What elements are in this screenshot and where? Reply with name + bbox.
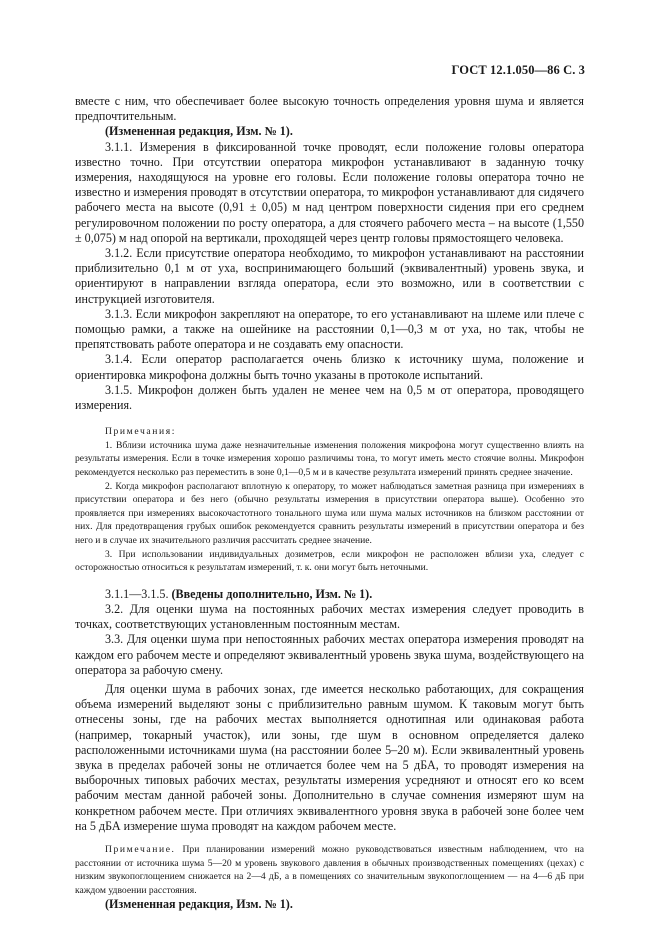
amendment-note-2: (Измененная редакция, Изм. № 1). xyxy=(105,897,293,912)
clause-3-3: 3.3. Для оценки шума при непостоянных рабочих местах оператора измерения проводят на каждом его рабочем месте и определяют эквивалентный уровень звука шума, воздействующего на оператора за рабочую смену. xyxy=(75,632,584,677)
clause-3-2: 3.2. Для оценки шума на постоянных рабочих местах измерения следует проводить в точках, соответствующих установленным постоянным местам. xyxy=(75,602,584,632)
note-1: 1. Вблизи источника шума даже незначительные изменения положения микрофона могут существенно влиять на результаты измерения. Если в точке измерения хорошо различимы тона, то могут иметь место стоячие волны. Микрофон рекомендуется несколько раз переместить в зоне 0,1—0,5 м и в качестве результата измерений принять среднее значение. xyxy=(75,439,584,479)
work-zones-paragraph: Для оценки шума в рабочих зонах, где имеется несколько работающих, для сокращения объема измерений выделяют зоны с приблизительно равным шумом. К таковым могут быть отнесены зоны, где на рабочих местах выполняется однотипная или одинаковая работа (например, токарный участок), или зоны, где шум в основном определяется далеко расположенными источниками шума (на расстоянии более 5–20 м). Если эквивалентный уровень звука в пределах рабочей зоны не отличается более чем на 5 дБА, то проводят измерения на выборочных типовых рабочих местах, результаты измерения усредняют и относят его ко всем рабочим местам данной рабочей зоны. Дополнительно в случае сомнения измеряют шум на конкретном рабочем месте. При отличиях эквивалентного уровня звука в рабочей зоне более чем на 5 дБА измерение шума проводят на каждом рабочем месте. xyxy=(75,682,584,833)
note-planning-text: При планировании измерений можно руководствоваться известным наблюдением, что на расстоянии от источника шума 5—20 м уровень звукового давления в обычных производственных помещениях (цехах) с низким звукопоглощением снижается на 2—4 дБ, а в помещениях со значительным звукопоглощением — на 4—6 дБ при каждом удвоении расстояния. xyxy=(75,844,584,896)
clause-3-1-1: 3.1.1. Измерения в фиксированной точке проводят, если положение головы оператора известно точно. При отсутствии оператора микрофон устанавливают в заданную точку измерения, находящуюся на уровне его головы. Если положение головы оператора точно не известно и измерения проводят в отсутствии оператора, то микрофон устанавливают для сидячего рабочего места на высоте (0,91 ± 0,05) м над центром поверхности сидения при его среднем регулировочном положении по росту оператора, а для стоячего рабочего места – на высоте (1,550 ± 0,075) м над опорой на вертикали, проходящей через центр головы прямостоящего человека. xyxy=(75,139,584,245)
paragraph-continuation: вместе с ним, что обеспечивает более высокую точность определения уровня шума и является предпочтительным. xyxy=(75,94,584,124)
note-planning-heading: Примечание. xyxy=(105,844,176,856)
clause-3-1-5: 3.1.5. Микрофон должен быть удален не менее чем на 0,5 м от оператора, проводящего измерения. xyxy=(75,382,584,413)
clause-3-1-1-3-1-5-intro xyxy=(75,587,584,602)
amendment-note-1: (Измененная редакция, Изм. № 1). xyxy=(105,124,293,139)
page-header: ГОСТ 12.1.050—86 С. 3 xyxy=(451,63,585,77)
clause-3-1-4: 3.1.4. Если оператор располагается очень близко к источнику шума, положение и ориентировка микрофона должны быть точно указаны в протоколе испытаний. xyxy=(75,352,584,382)
clause-3-1-3: 3.1.3. Если микрофон закрепляют на операторе, то его устанавливают на шлеме или плече с помощью рамки, а также на ошейнике на расстоянии 0,1—0,3 м от уха, но так, чтобы не препятствовать работе оператора и не создавать ему опасности. xyxy=(75,306,584,352)
note-3: 3. При использовании индивидуальных дозиметров, если микрофон не расположен вблизи уха, следует с осторожностью относиться к результатам измерений, т. к. они могут быть неточными. xyxy=(75,548,584,574)
clause-range: 3.1.1—3.1.5. xyxy=(105,586,172,601)
amendment-added: (Введены дополнительно, Изм. № 1). xyxy=(171,586,373,601)
note-planning xyxy=(75,843,584,897)
notes-heading: Примечания: xyxy=(105,426,176,438)
document-body xyxy=(75,94,584,913)
clause-3-1-2: 3.1.2. Если присутствие оператора необходимо, то микрофон устанавливают на расстоянии приблизительно 0,1 м от уха, воспринимающего больший (эквивалентный) уровень звука, и ориентируют в направлении взгляда оператора, если это возможно, или в соответствии с инструкцией изготовителя. xyxy=(75,246,584,306)
note-2: 2. Когда микрофон располагают вплотную к оператору, то может наблюдаться заметная разница при измерениях в присутствии оператора и без него (обычно результаты измерения в присутствии оператора выше). Особенно это проявляется при измерениях высокочастотного тонального шума или шума малых источников на близком расстоянии от них. Для предотвращения грубых ошибок рекомендуется сравнить результаты измерений в присутствии оператора и без него и в случае их значительного различия рассчитать среднее значение. xyxy=(75,480,584,547)
